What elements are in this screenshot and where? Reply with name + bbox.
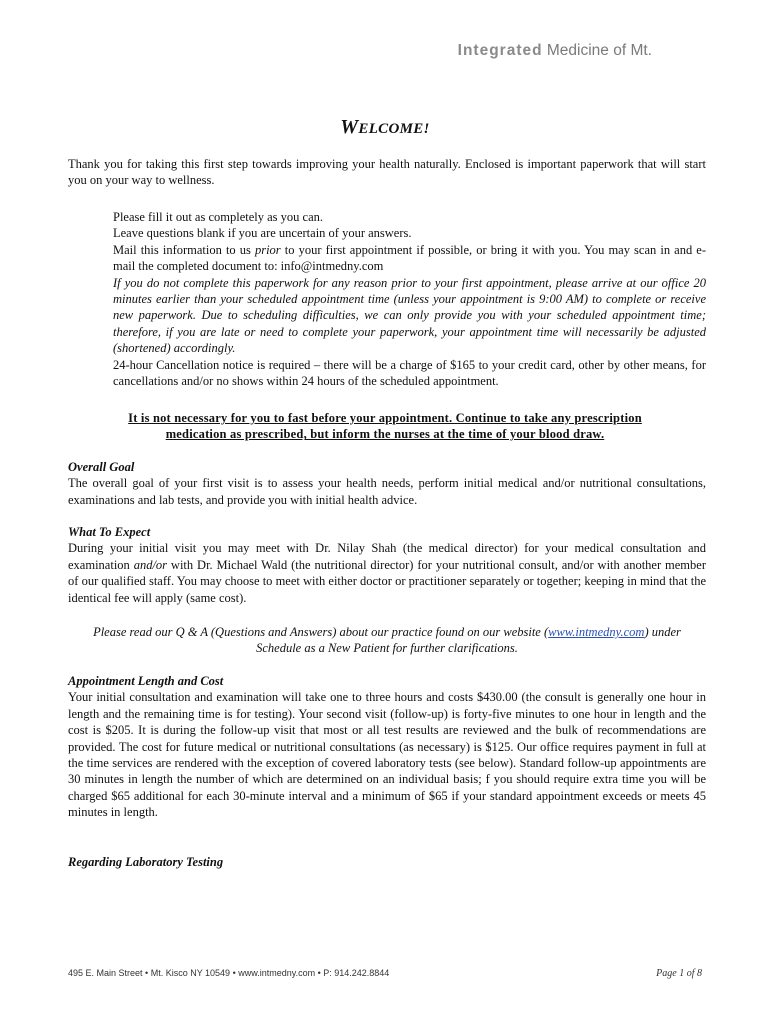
- website-link[interactable]: www.intmedny.com: [548, 625, 645, 639]
- overall-goal-heading: Overall Goal: [68, 460, 135, 474]
- appointment-section: [68, 673, 706, 821]
- page-number: Page 1 of 8: [656, 968, 702, 979]
- qa-note-text-2: ) under: [644, 625, 681, 639]
- lab-testing-heading: Regarding Laboratory Testing: [68, 855, 224, 869]
- instruction-mail-text-2: to your first appointment if possible, or bring it with you. You may scan in and e-mail the completed document to: info@intmedny.com: [113, 242, 707, 274]
- appointment-body: Your initial consultation and examination will take one to three hours and costs $430.00 (the consult is generally one hour in length and the remaining time is for testing). Your second visit (follow-up) is forty-five minutes to one hour in length and the cost is $205. It is during the follow-up visit that most or all test results are reviewed and the bulk of recommendations are provided. The cost for future medical or nutritional consultations (as necessary) is $125. Our office requires payment in full at the time services are rendered with the exception of covered laboratory tests (see below). Standard follow-up appointments are 30 minutes in length the number of which are determined on an individual basis; f you should require extra time you will be charged $65 additional for each 30-minute interval and a minimum of $65 if your standard appointment exceeds or meets 45 minutes in length.: [68, 690, 706, 820]
- fasting-note: [100, 410, 670, 443]
- instruction-late-notice: If you do not complete this paperwork for any reason prior to your first appointment, please arrive at our office 20 minutes earlier than your scheduled appointment time (unless your appointment is 9:00 AM) to complete or receive new paperwork. Due to scheduling difficulties, we can only provide you with your scheduled appointment time; therefore, if you are late or need to complete your paperwork, your appointment time will necessarily be adjusted (shortened) accordingly.: [113, 275, 706, 356]
- fasting-note-line1: It is not necessary for you to fast before your appointment. Continue to take any prescription: [128, 411, 642, 425]
- instruction-leave-blank: Leave questions blank if you are uncertain of your answers.: [113, 226, 412, 241]
- qa-note-line2: Schedule as a New Patient for further clarifications.: [256, 641, 518, 656]
- what-to-expect-emphasis: and/or: [133, 557, 168, 572]
- what-to-expect-text: During your initial visit you may meet with Dr. Nilay Shah (the medical director) for your medical consultation and examination: [68, 541, 706, 572]
- instruction-mail-text: Mail this information to us: [113, 242, 255, 257]
- title-capital: W: [340, 116, 359, 138]
- instructions-block: [113, 209, 706, 389]
- qa-note-line1: [68, 624, 706, 640]
- footer-address: 495 E. Main Street • Mt. Kisco NY 10549 • www.intmedny.com • P: 914.242.8844: [68, 968, 390, 978]
- appointment-heading: Appointment Length and Cost: [68, 674, 224, 688]
- page-header: [458, 42, 652, 60]
- brand-name-bold: Integrated: [457, 42, 543, 59]
- brand-name-rest: Medicine of Mt.: [546, 42, 652, 59]
- qa-note: [68, 624, 706, 657]
- instruction-mail: [113, 242, 706, 275]
- instruction-mail-emphasis: prior: [254, 242, 281, 257]
- intro-paragraph: Thank you for taking this first step towards improving your health naturally. Enclosed is important paperwork that will start you on your way to wellness.: [68, 157, 706, 188]
- what-to-expect-section: [68, 524, 706, 606]
- what-to-expect-heading: What To Expect: [68, 525, 151, 539]
- qa-note-text: Please read our Q & A (Questions and Answers) about our practice found on our website (: [93, 625, 549, 639]
- title-rest: ELCOME!: [358, 121, 430, 137]
- fasting-note-line2: medication as prescribed, but inform the nurses at the time of your blood draw.: [165, 427, 605, 442]
- instruction-cancellation: 24-hour Cancellation notice is required – there will be a charge of $165 to your credit card, other by other means, for cancellations and/or no shows within 24 hours of the scheduled appointment.: [113, 357, 706, 389]
- overall-goal-body: The overall goal of your first visit is to assess your health needs, perform initial medical and/or nutritional consultations, examinations and lab tests, and provide you with initial health advice.: [68, 476, 706, 507]
- what-to-expect-body: [68, 540, 706, 606]
- what-to-expect-text-2: with Dr. Michael Wald (the nutritional director) for your nutritional consult, and/or with another member of our qualified staff. You may choose to meet with either doctor or practitioner separately or together; keeping in mind that the identical fee will apply (same cost).: [68, 557, 706, 605]
- page-title: [0, 116, 770, 139]
- overall-goal-section: [68, 459, 706, 508]
- instruction-fill-out: Please fill it out as completely as you can.: [113, 210, 324, 224]
